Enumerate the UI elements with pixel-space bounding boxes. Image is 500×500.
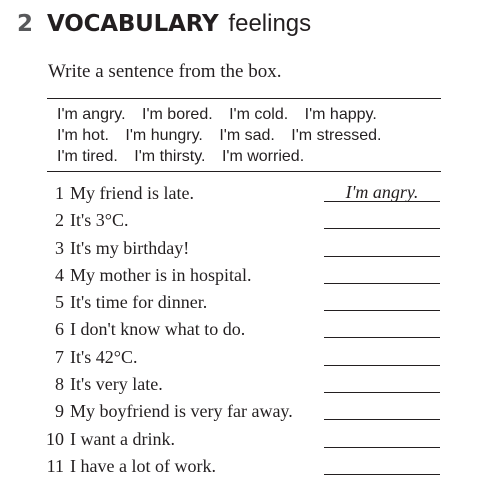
word-box-phrase: I'm hot. xyxy=(57,127,109,144)
item-prompt: It's 42°C. xyxy=(70,346,138,367)
item-prompt: It's 3°C. xyxy=(70,210,129,231)
word-box-phrase: I'm angry. xyxy=(57,106,126,123)
answer-line xyxy=(324,201,440,202)
exercise-subtitle: feelings xyxy=(228,10,312,37)
item-prompt: It's my birthday! xyxy=(70,237,190,258)
list-item xyxy=(30,453,450,480)
word-box-phrase: I'm stressed. xyxy=(291,127,382,144)
item-prompt: My friend is late. xyxy=(70,183,194,203)
answer-line xyxy=(324,365,440,366)
item-number: 7 xyxy=(55,346,64,367)
item-number: 11 xyxy=(46,455,64,476)
list-item xyxy=(30,344,450,371)
item-prompt: I have a lot of work. xyxy=(70,455,216,476)
item-prompt: My boyfriend is very far away. xyxy=(70,401,293,422)
list-item xyxy=(30,207,450,234)
item-number: 1 xyxy=(55,183,64,203)
answer-line xyxy=(324,228,440,229)
item-number: 3 xyxy=(55,237,64,258)
word-box xyxy=(47,98,441,172)
word-box-phrase: I'm happy. xyxy=(304,106,377,123)
word-box-row xyxy=(57,106,389,124)
word-box-phrase: I'm tired. xyxy=(57,148,118,165)
item-number: 5 xyxy=(55,292,64,313)
word-box-phrase: I'm thirsty. xyxy=(134,148,206,165)
answer-line xyxy=(324,419,440,420)
exercise-instruction: Write a sentence from the box. xyxy=(48,61,282,82)
list-item xyxy=(30,316,450,343)
exercise-items xyxy=(30,180,450,480)
item-number: 8 xyxy=(55,374,64,395)
word-box-phrase: I'm worried. xyxy=(221,148,305,165)
item-number: 2 xyxy=(55,210,64,231)
answer-line xyxy=(324,392,440,393)
item-number: 4 xyxy=(55,264,64,285)
answer-line xyxy=(324,447,440,448)
word-box-phrase: I'm bored. xyxy=(142,106,213,123)
word-box-row xyxy=(57,148,316,166)
exercise-heading xyxy=(17,10,311,44)
item-number: 6 xyxy=(55,319,64,340)
answer-line xyxy=(324,337,440,338)
item-number: 9 xyxy=(55,401,64,422)
word-box-phrase: I'm sad. xyxy=(219,127,275,144)
item-prompt: I don't know what to do. xyxy=(70,319,246,340)
list-item xyxy=(30,235,450,262)
answer-line xyxy=(324,256,440,257)
word-box-phrase: I'm cold. xyxy=(229,106,289,123)
exercise-title: VOCABULARY xyxy=(47,11,219,37)
answer-line xyxy=(324,310,440,311)
answer-line xyxy=(324,474,440,475)
list-item xyxy=(30,180,450,207)
item-prompt: It's very late. xyxy=(70,374,163,395)
list-item xyxy=(30,371,450,398)
list-item xyxy=(30,289,450,316)
item-prompt: It's time for dinner. xyxy=(70,292,208,313)
word-box-row xyxy=(57,127,393,145)
item-answer[interactable]: I'm angry. xyxy=(345,182,419,202)
exercise-number: 2 xyxy=(17,11,34,37)
word-box-phrase: I'm hungry. xyxy=(125,127,203,144)
item-number: 10 xyxy=(46,428,64,449)
answer-line xyxy=(324,283,440,284)
list-item xyxy=(30,262,450,289)
item-prompt: I want a drink. xyxy=(70,428,175,449)
list-item xyxy=(30,398,450,425)
item-prompt: My mother is in hospital. xyxy=(70,264,252,285)
list-item xyxy=(30,426,450,453)
